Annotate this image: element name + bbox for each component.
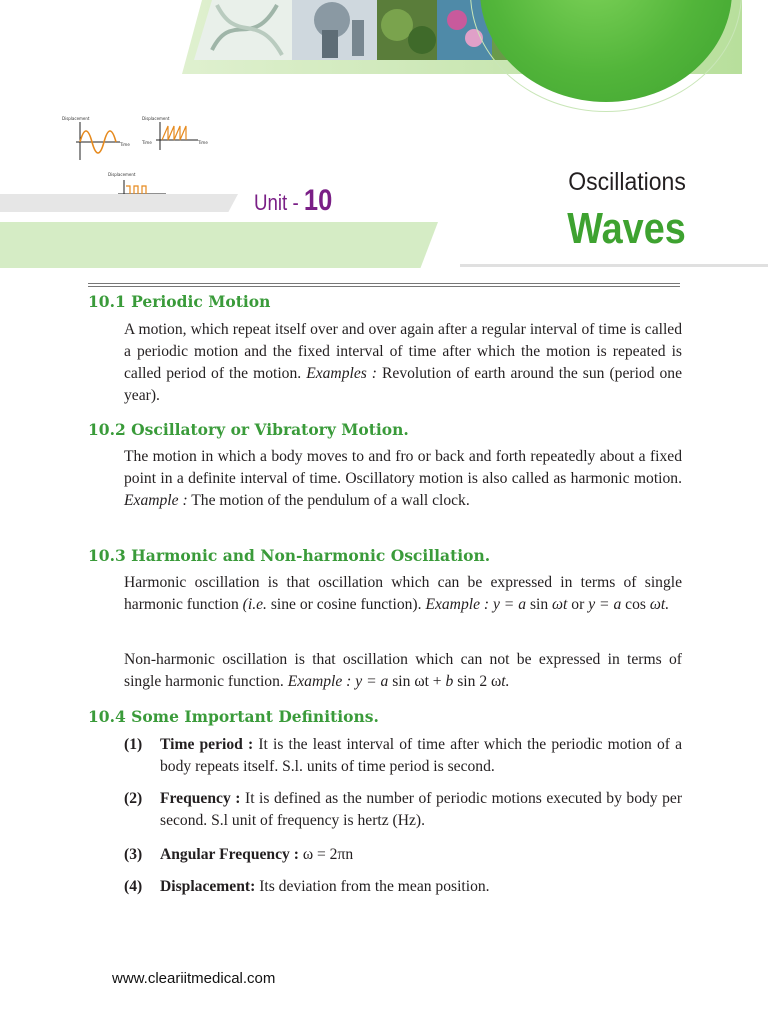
graph1-ylabel: Displacement [62,116,90,121]
item-term: Time period : [160,736,254,753]
graph3-ylabel: Displacement [108,172,136,177]
item-number: (4) [124,878,143,895]
item-term: Frequency : [160,790,241,807]
chapter-title-top: Oscillations [568,168,686,196]
item-text: ω = 2πn [302,846,354,863]
footer-website-url: www.cleariitmedical.com [112,970,276,987]
item-number: (1) [124,736,143,753]
section-heading-periodic-motion: 10.1 Periodic Motion [88,292,271,311]
item-text: It is the least interval of time after which the periodic motion of a body repeats itself. S.l. units of time period is second. [160,736,682,775]
header-rule [88,283,680,284]
unit-prefix: Unit - [254,190,304,215]
section-heading-harmonic-oscillation: 10.3 Harmonic and Non-harmonic Oscillation. [88,546,491,565]
header-rule-second [88,286,680,287]
item-term: Displacement: [160,878,256,895]
unit-number: 10 [303,184,333,217]
item-text: It is defined as the number of periodic motions executed by body per second. S.l unit of frequency is hertz (Hz). [160,790,683,829]
decorative-green-circle [480,0,732,102]
unit-label [254,184,332,218]
section-text-periodic-motion: A motion, which repeat itself over and over again after a regular interval of time is called a periodic motion and the fixed interval of time after which the motion is repeated is called period of the motion. Examples : Revolution of earth around the sun (period one year). [124,321,683,404]
definition-item-angular-frequency [124,844,682,866]
graph2-ylabel: Displacement [142,116,170,121]
item-number: (3) [124,846,143,863]
green-band [0,222,438,268]
graph2-xlabel-left: Time [142,140,152,145]
item-term: Angular Frequency : [160,846,299,863]
definition-item-frequency [124,788,682,832]
item-number: (2) [124,790,143,807]
definition-item-displacement [124,876,682,898]
item-text: Its deviation from the mean position. [259,878,490,895]
section-text-non-harmonic: Non-harmonic oscillation is that oscillation which can not be expressed in terms of single harmonic function. Example : y = a sin ωt + b sin 2 ωt. [124,651,682,690]
page-header [0,0,768,290]
definition-item-time-period [124,734,682,778]
section-text-oscillatory-motion: The motion in which a body moves to and fro or back and forth repeatedly about a fixed point in a definite interval of time. Oscillatory motion is also called as harmonic motion. Example : The motion of the pendulum of a wall clock. [124,448,682,509]
section-text-harmonic: Harmonic oscillation is that oscillation which can be expressed in terms of single harmonic function (i.e. sine or cosine function). Example : y = a sin ωt or y = a cos ωt. [124,574,682,613]
graph2-xlabel: Time [198,140,208,145]
section-heading-oscillatory-motion: 10.2 Oscillatory or Vibratory Motion. [88,420,409,439]
graph1-xlabel: Time [120,142,130,147]
chapter-title-main: Waves [567,204,686,253]
title-underline [460,264,768,267]
section-heading-definitions: 10.4 Some Important Definitions. [88,707,379,726]
